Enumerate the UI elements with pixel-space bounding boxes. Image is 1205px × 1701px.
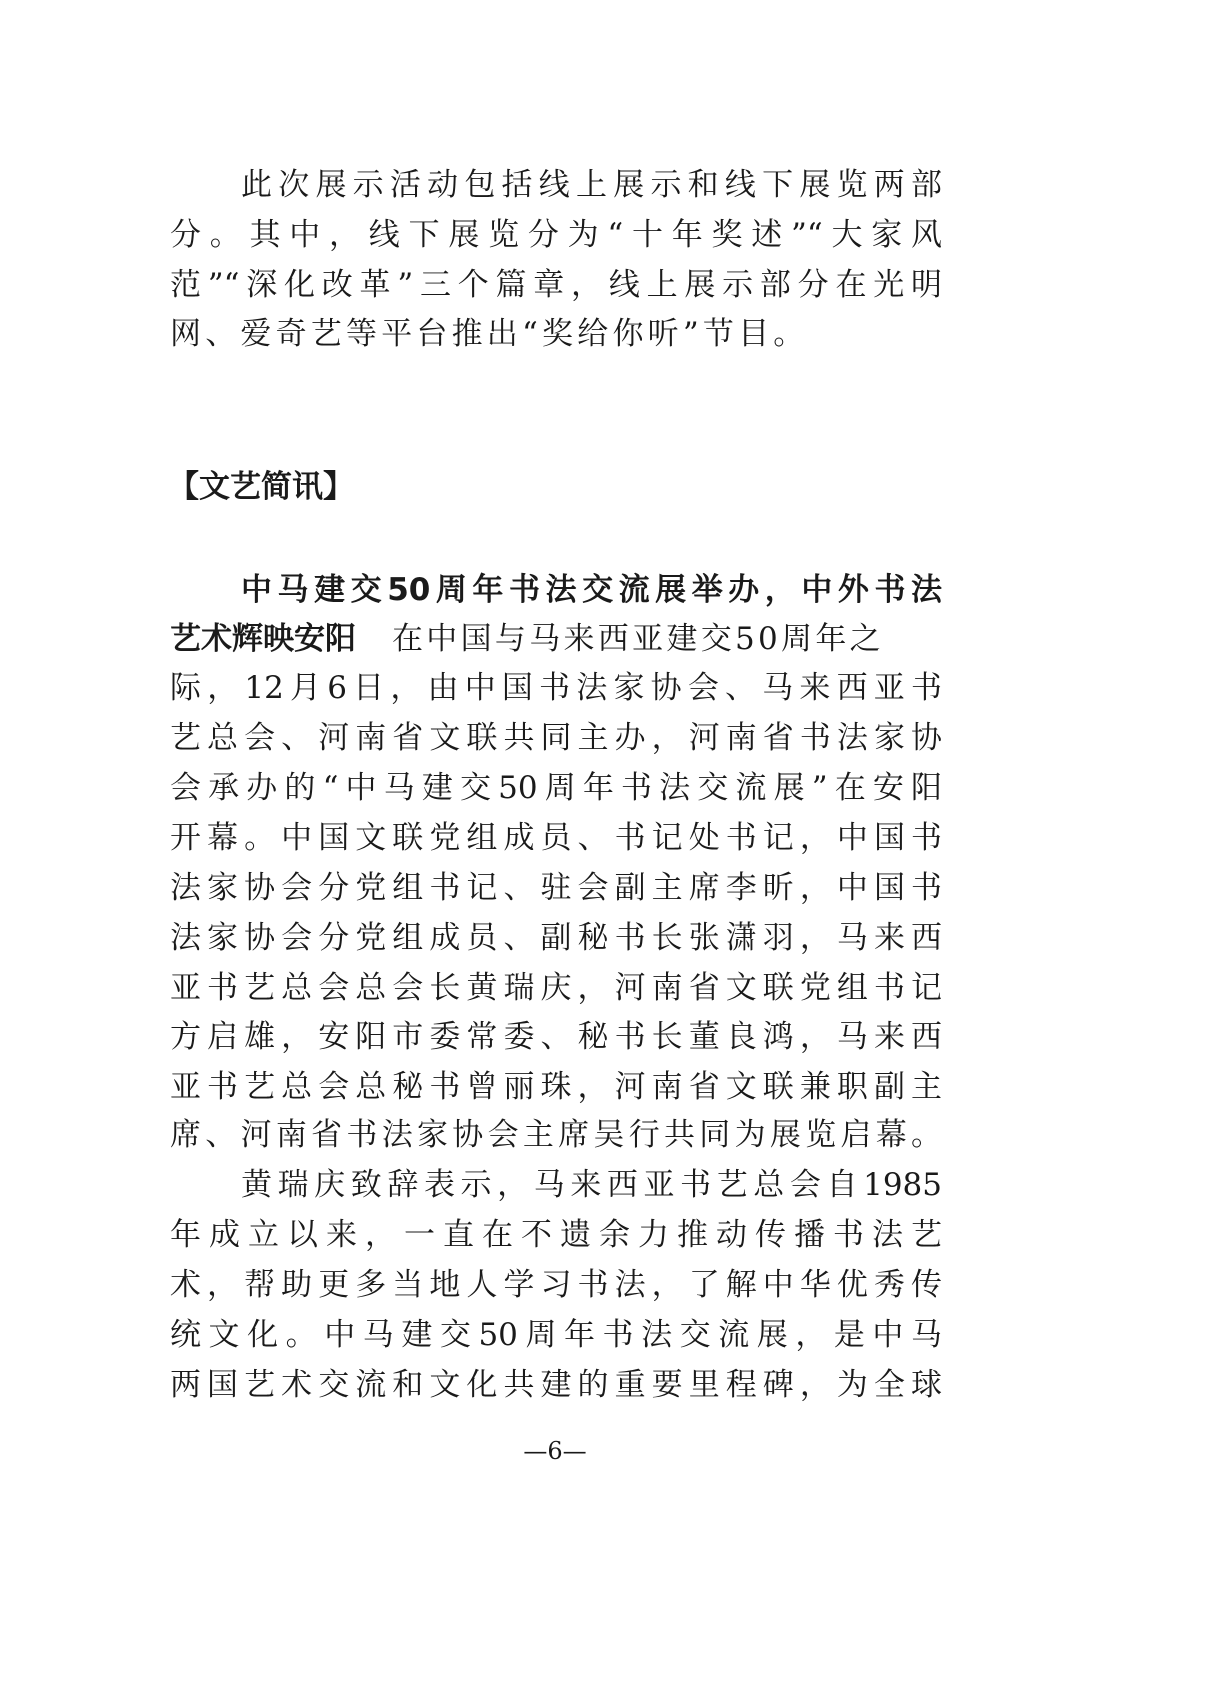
section-heading: 【文艺简讯】 [168, 469, 354, 505]
text-segment: 在中国与马来西亚建交50周年之 [392, 621, 884, 657]
text-line: 术，帮助更多当地人学习书法，了解中华优秀传 [170, 1267, 942, 1303]
text-line: 此次展示活动包括线上展示和线下展览两部 [241, 167, 942, 203]
text-line: 范”“深化改革”三个篇章，线上展示部分在光明 [170, 267, 942, 303]
text-line: 黄瑞庆致辞表示，马来西亚书艺总会自1985 [241, 1167, 942, 1203]
text-line: 网、爱奇艺等平台推出“奖给你听”节目。 [170, 316, 809, 352]
text-line: 统文化。中马建交50周年书法交流展，是中马 [170, 1317, 942, 1353]
text-line: 法家协会分党组书记、驻会副主席李昕，中国书 [170, 870, 942, 906]
news-title-continued: 艺术辉映安阳 [170, 621, 356, 657]
text-line: 会承办的“中马建交50周年书法交流展”在安阳 [170, 770, 942, 806]
text-line: 法家协会分党组成员、副秘书长张潇羽，马来西 [170, 920, 942, 956]
text-line: 方启雄，安阳市委常委、秘书长董良鸿，马来西 [170, 1019, 942, 1055]
news-title: 中马建交50周年书法交流展举办，中外书法 [241, 572, 942, 608]
text-line [170, 614, 942, 664]
text-line: 两国艺术交流和文化共建的重要里程碑，为全球 [170, 1367, 942, 1403]
text-line: 开幕。中国文联党组成员、书记处书记，中国书 [170, 820, 942, 856]
text-line: 年成立以来，一直在不遗余力推动传播书法艺 [170, 1217, 942, 1253]
text-line: 亚书艺总会总会长黄瑞庆，河南省文联党组书记 [170, 970, 942, 1006]
page-number: —6— [523, 1437, 587, 1465]
text-line: 分。其中，线下展览分为“十年奖述”“大家风 [170, 217, 942, 253]
text-line: 际，12月6日，由中国书法家协会、马来西亚书 [170, 670, 942, 706]
text-line: 艺总会、河南省文联共同主办，河南省书法家协 [170, 720, 942, 756]
text-line: 亚书艺总会总秘书曾丽珠，河南省文联兼职副主 [170, 1069, 942, 1105]
text-line: 席、河南省书法家协会主席吴行共同为展览启幕。 [170, 1117, 942, 1153]
